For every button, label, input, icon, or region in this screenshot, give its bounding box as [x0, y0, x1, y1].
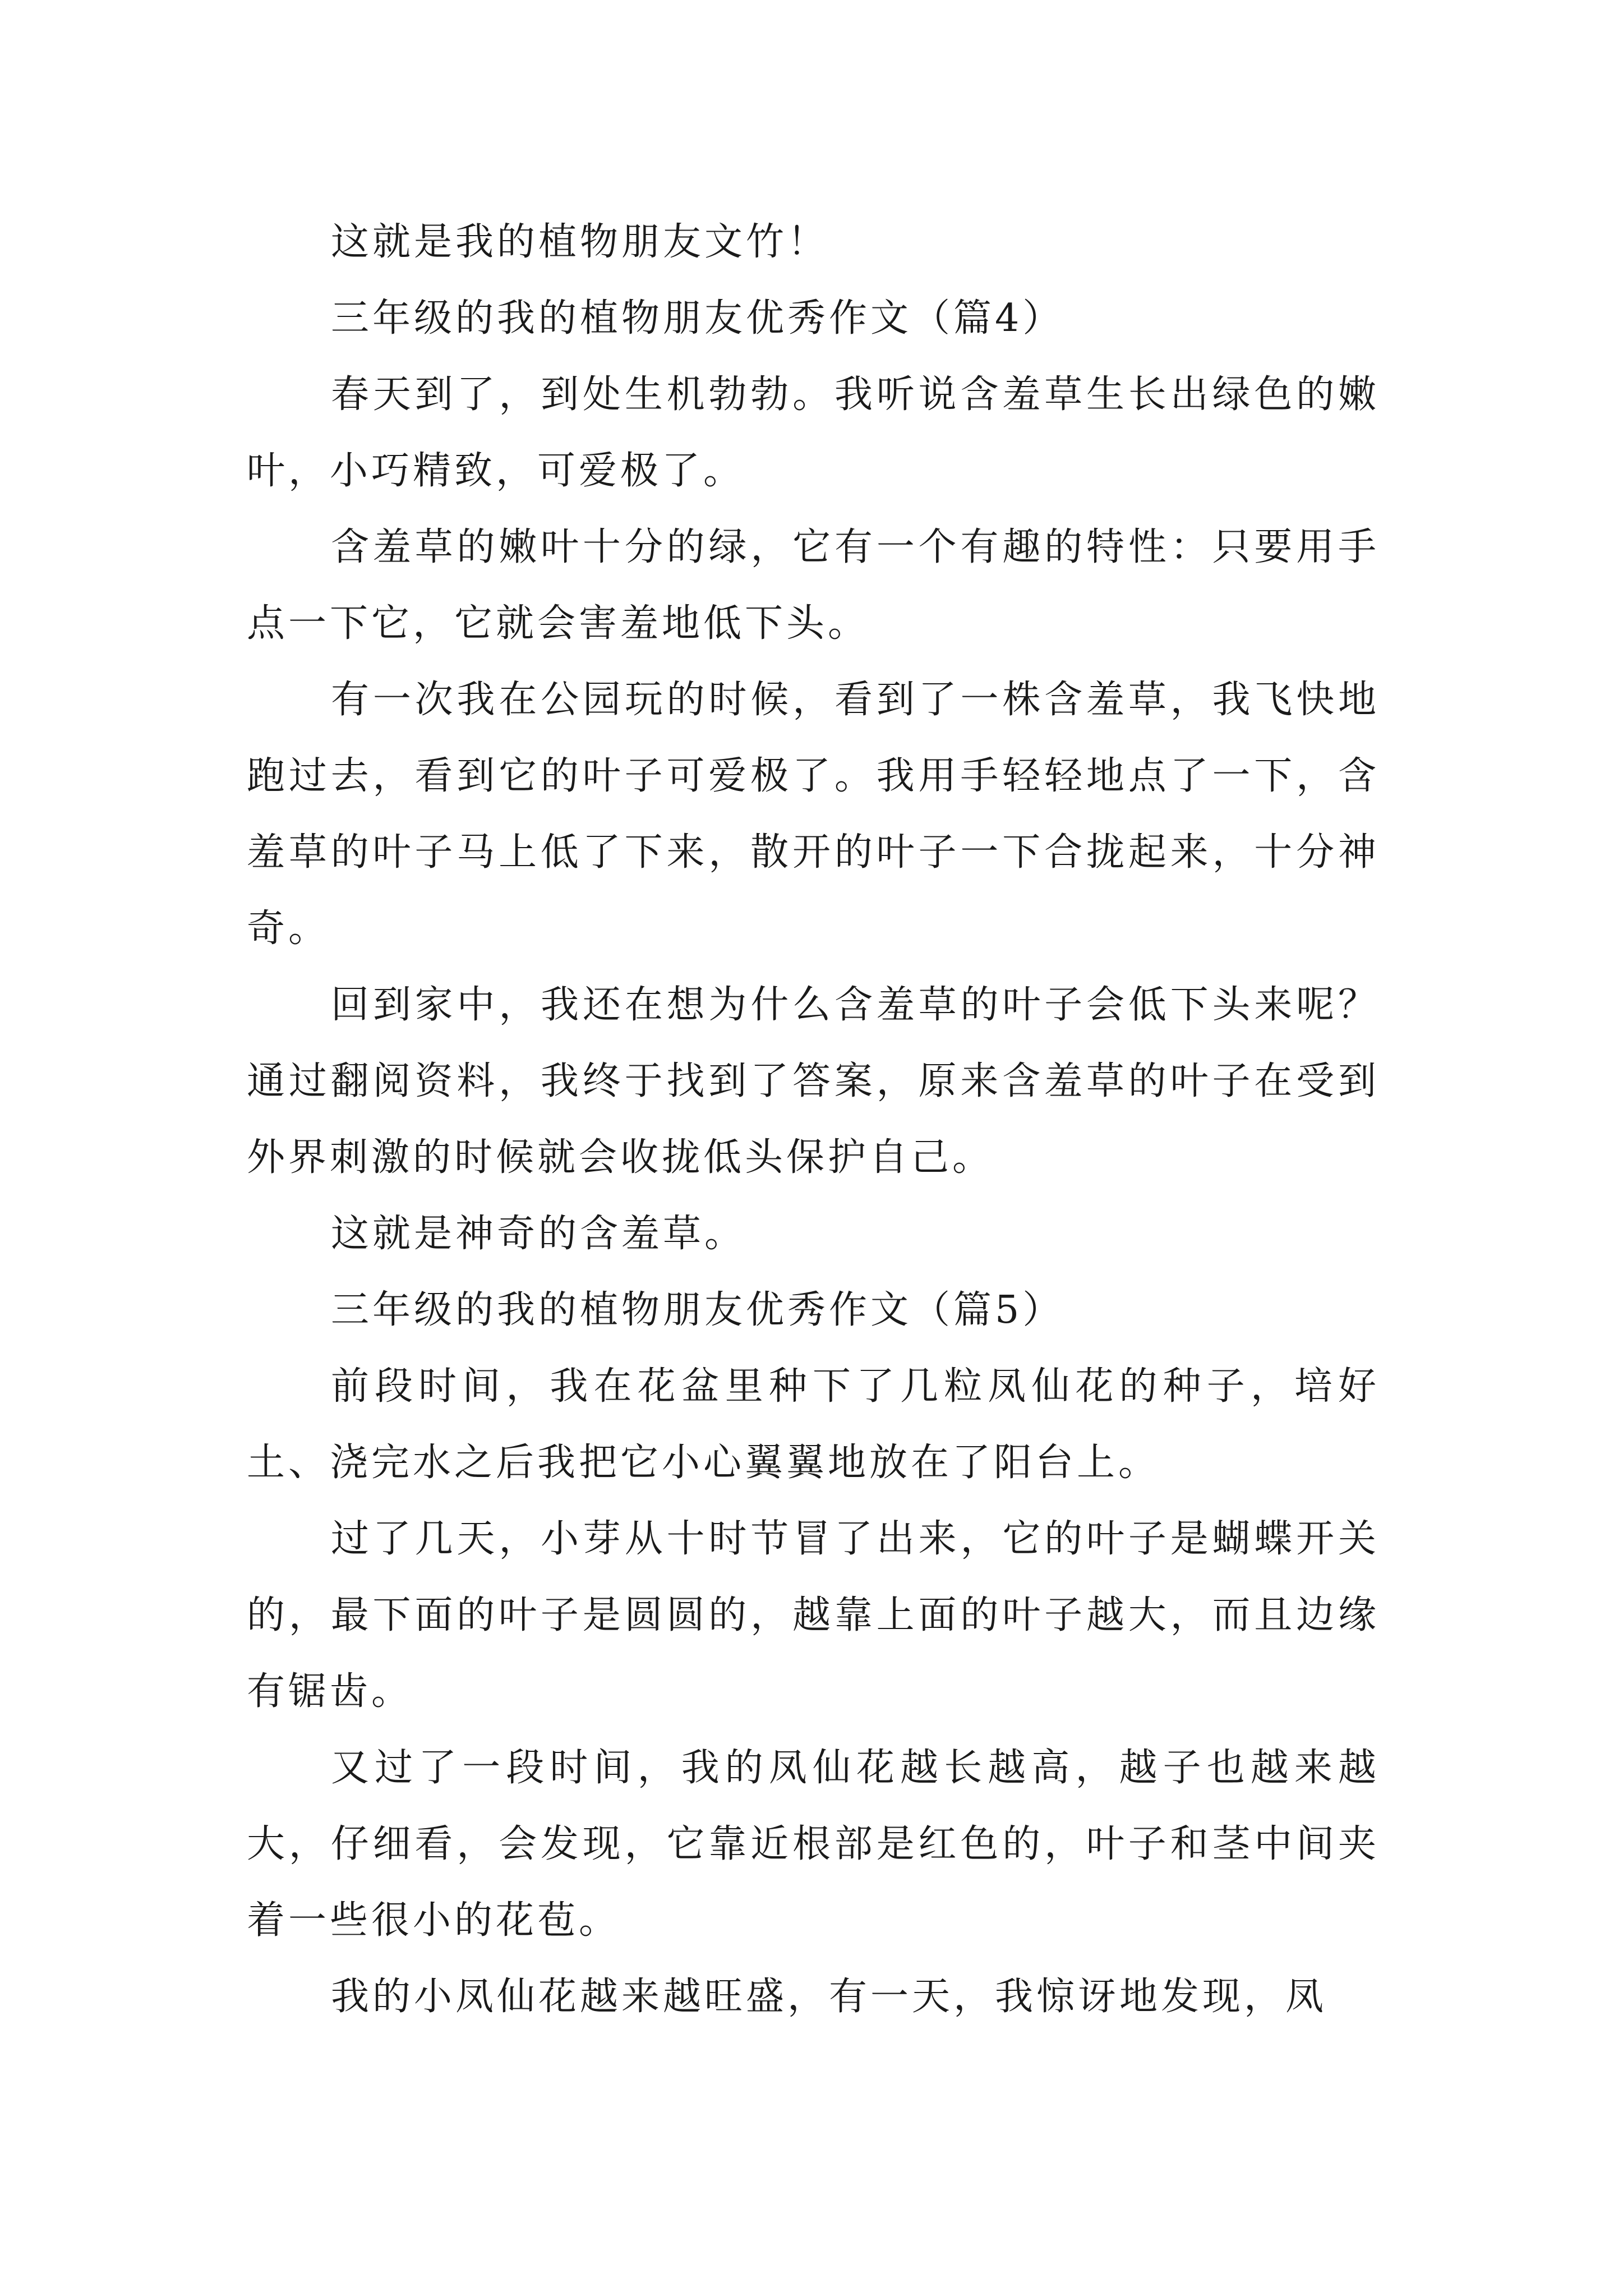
paragraph-closing-wenzhu: 这就是我的植物朋友文竹！: [331, 220, 829, 264]
paragraph: 有一次我在公园玩的时候，看到了一株含羞草，我飞快地跑过去，看到它的叶子可爱极了。我用手轻轻地点了一下，含羞草的叶子马上低了下来，散开的叶子一下合拢起来，十分神奇。: [247, 678, 1380, 951]
section-heading-5: 三年级的我的植物朋友优秀作文（篇5）: [331, 1288, 1064, 1332]
paragraph: 春天到了，到处生机勃勃。我听说含羞草生长出绿色的嫩叶，小巧精致，可爱极了。: [247, 372, 1380, 493]
section-heading-4: 三年级的我的植物朋友优秀作文（篇4）: [331, 296, 1064, 341]
essay-text: [247, 204, 1380, 2035]
paragraph: 我的小凤仙花越来越旺盛，有一天，我惊讶地发现，凤: [331, 1975, 1327, 2019]
paragraph: 含羞草的嫩叶十分的绿，它有一个有趣的特性：只要用手点一下它，它就会害羞地低下头。: [247, 525, 1380, 646]
paragraph: 前段时间，我在花盆里种下了几粒凤仙花的种子，培好土、浇完水之后我把它小心翼翼地放在了阳台上。: [247, 1364, 1380, 1485]
paragraph: 过了几天，小芽从十时节冒了出来，它的叶子是蝴蝶开关的，最下面的叶子是圆圆的，越靠上面的叶子越大，而且边缘有锯齿。: [247, 1517, 1380, 1714]
paragraph: 又过了一段时间，我的凤仙花越长越高，越子也越来越大，仔细看，会发现，它靠近根部是红色的，叶子和茎中间夹着一些很小的花苞。: [247, 1746, 1380, 1943]
paragraph: 这就是神奇的含羞草。: [331, 1212, 746, 1256]
paragraph: 回到家中，我还在想为什么含羞草的叶子会低下头来呢？通过翻阅资料，我终于找到了答案，原来含羞草的叶子在受到外界刺激的时候就会收拢低头保护自己。: [247, 983, 1380, 1180]
